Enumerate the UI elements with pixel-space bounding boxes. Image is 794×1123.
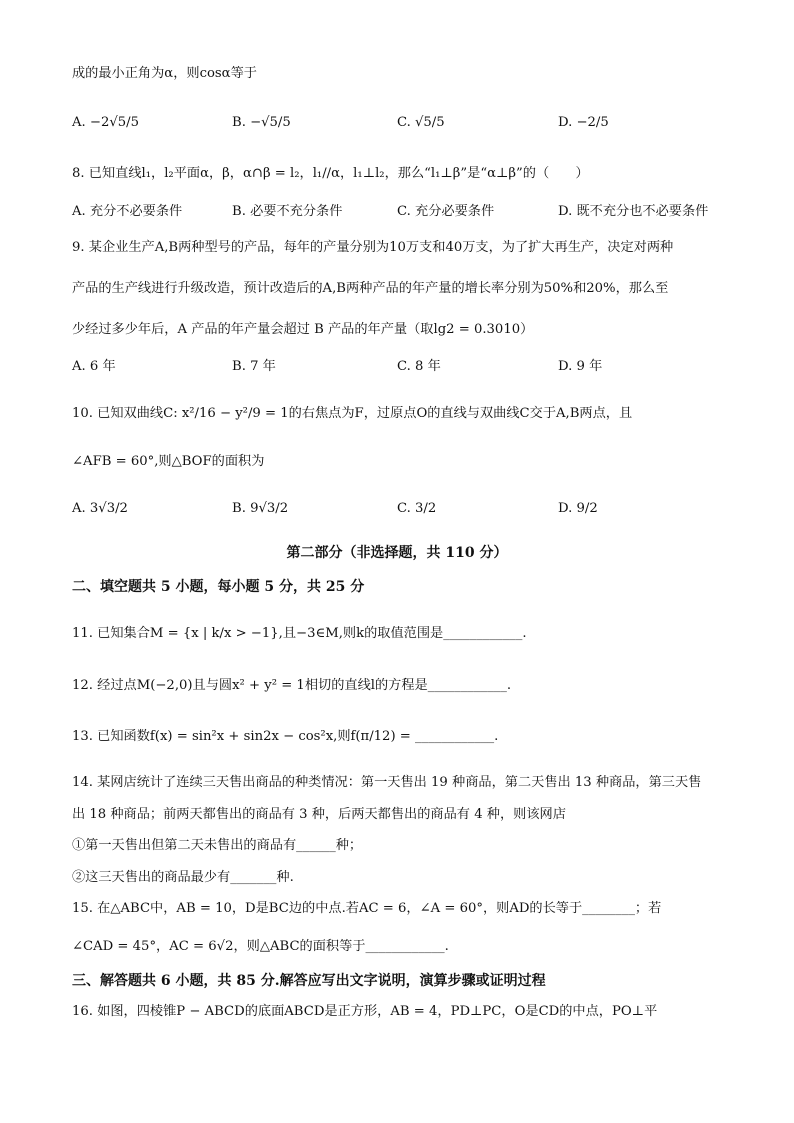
q10-line-2: ∠AFB = 60°,则△BOF的面积为 bbox=[72, 454, 265, 469]
q8-option-b: B. 必要不充分条件 bbox=[232, 204, 343, 219]
q12: 12. 经过点M(−2,0)且与圆x² + y² = 1相切的直线l的方程是____________. bbox=[72, 678, 512, 693]
q8-options bbox=[72, 197, 732, 227]
section-3-heading: 三、解答题共 6 小题，共 85 分.解答应写出文字说明，演算步骤或证明过程 bbox=[72, 973, 546, 989]
q15-line-1: 15. 在△ABC中，AB = 10，D是BC边的中点.若AC = 6，∠A = 60°，则AD的长等于________；若 bbox=[72, 901, 662, 916]
q15-line-2: ∠CAD = 45°，AC = 6√2，则△ABC的面积等于____________. bbox=[72, 939, 449, 954]
q9-line-2: 产品的生产线进行升级改造，预计改造后的A,B两种产品的年产量的增长率分别为50%和20%，那么至 bbox=[72, 281, 669, 296]
q10-option-b: B. 9√3/2 bbox=[232, 501, 289, 516]
q11: 11. 已知集合M = {x | k/x > −1},且−3∈M,则k的取值范围是____________. bbox=[72, 626, 527, 641]
q7-option-a: A. −2√5/5 bbox=[72, 115, 139, 130]
q10-option-a: A. 3√3/2 bbox=[72, 501, 128, 516]
q9-option-b: B. 7 年 bbox=[232, 359, 276, 374]
q9-option-c: C. 8 年 bbox=[397, 359, 441, 374]
q8-stem: 8. 已知直线l₁，l₂平面α，β，α∩β = l₂，l₁//α，l₁⊥l₂，那么“l₁⊥β”是“α⊥β”的（ ） bbox=[72, 166, 589, 181]
q8-option-a: A. 充分不必要条件 bbox=[72, 204, 183, 219]
q7-options bbox=[72, 108, 732, 138]
q16-stem: 16. 如图，四棱锥P − ABCD的底面ABCD是正方形，AB = 4，PD⊥PC，O是CD的中点，PO⊥平 bbox=[72, 1004, 658, 1019]
q9-option-d: D. 9 年 bbox=[558, 359, 603, 374]
q9-line-3: 少经过多少年后，A 产品的年产量会超过 B 产品的年产量（取lg2 = 0.3010） bbox=[72, 322, 534, 337]
q7-stem-tail: 成的最小正角为α，则cosα等于 bbox=[72, 66, 257, 81]
q10-option-c: C. 3/2 bbox=[397, 501, 437, 516]
q8-option-c: C. 充分必要条件 bbox=[397, 204, 495, 219]
q14-line-1: 14. 某网店统计了连续三天售出商品的种类情况：第一天售出 19 种商品，第二天售出 13 种商品，第三天售 bbox=[72, 775, 702, 790]
q14-line-2: 出 18 种商品；前两天都售出的商品有 3 种，后两天都售出的商品有 4 种，则该网店 bbox=[72, 807, 566, 822]
q7-option-c: C. √5/5 bbox=[397, 115, 445, 130]
q14-line-3: ①第一天售出但第二天未售出的商品有______种； bbox=[72, 838, 363, 853]
q13: 13. 已知函数f(x) = sin²x + sin2x − cos²x,则f(π/12) = ____________. bbox=[72, 729, 499, 744]
q9-line-1: 9. 某企业生产A,B两种型号的产品，每年的产量分别为10万支和40万支，为了扩大再生产，决定对两种 bbox=[72, 240, 674, 255]
part-two-title: 第二部分（非选择题，共 110 分） bbox=[286, 545, 508, 561]
q9-options bbox=[72, 352, 732, 382]
q10-option-d: D. 9/2 bbox=[558, 501, 598, 516]
section-2-heading: 二、填空题共 5 小题，每小题 5 分，共 25 分 bbox=[72, 579, 365, 595]
q10-line-1: 10. 已知双曲线C: x²/16 − y²/9 = 1的右焦点为F，过原点O的直线与双曲线C交于A,B两点，且 bbox=[72, 406, 633, 421]
q8-option-d: D. 既不充分也不必要条件 bbox=[558, 204, 709, 219]
q10-options bbox=[72, 494, 732, 524]
q7-option-d: D. −2/5 bbox=[558, 115, 609, 130]
q7-option-b: B. −√5/5 bbox=[232, 115, 291, 130]
q9-option-a: A. 6 年 bbox=[72, 359, 116, 374]
q14-line-4: ②这三天售出的商品最少有_______种. bbox=[72, 870, 294, 885]
